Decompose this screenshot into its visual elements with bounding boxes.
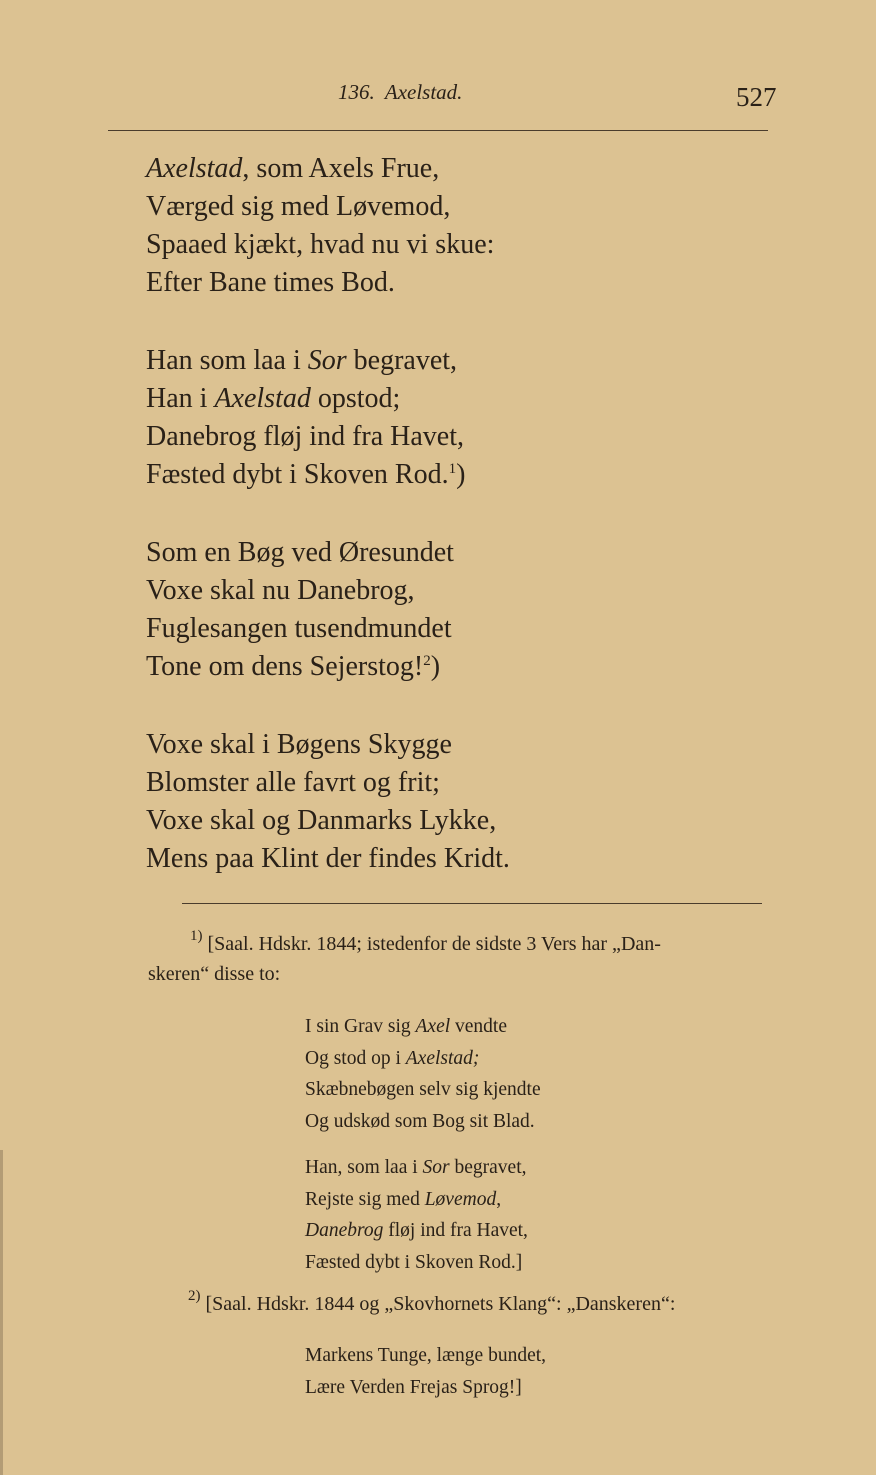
- verse-text: begravet,: [346, 345, 458, 376]
- verse-line: [146, 802, 510, 840]
- stanza: [146, 726, 510, 878]
- footnote-2-text: [Saal. Hdskr. 1844 og „Skovhornets Klang“: „Danskeren“:: [205, 1293, 676, 1315]
- verse-text: Sor: [307, 345, 347, 376]
- verse-line: [146, 418, 510, 456]
- verse-line: [146, 342, 510, 380]
- verse-text: opstod;: [310, 383, 401, 414]
- verse-text: I sin Grav sig: [305, 1016, 416, 1037]
- verse-text: Axelstad: [214, 383, 311, 414]
- verse-line: [146, 648, 510, 686]
- verse-line: [305, 1247, 541, 1279]
- verse-text: Axelstad;: [405, 1047, 480, 1069]
- verse-line: [146, 726, 510, 764]
- verse-line: [146, 226, 510, 264]
- verse-line: [146, 572, 510, 610]
- verse-line: [305, 1215, 541, 1247]
- verse-line: [305, 1152, 541, 1184]
- verse-text: Spaaed kjækt, hvad nu vi skue:: [146, 229, 495, 260]
- verse-text: Værged sig med Løvemod,: [146, 191, 451, 222]
- verse-line: [146, 188, 510, 226]
- verse-text: Blomster alle favrt og frit;: [146, 767, 440, 798]
- footnote-2-marker: 2): [188, 1288, 201, 1304]
- verse-text: Og udskød som Bog sit Blad.: [305, 1110, 535, 1132]
- stanza: [305, 1152, 541, 1278]
- verse-text: Som en Bøg ved Øresundet: [146, 537, 454, 568]
- verse-line: [146, 456, 510, 494]
- verse-line: [305, 1011, 541, 1043]
- verse-text: Han, som laa i: [305, 1157, 423, 1178]
- verse-text: Axel: [415, 1016, 451, 1037]
- header-rule: [108, 130, 768, 131]
- verse-text: Axelstad: [146, 153, 243, 184]
- verse-text: Tone om dens Sejerstog!: [146, 651, 424, 682]
- footnote-2-verse: [305, 1340, 546, 1418]
- stanza: [305, 1011, 541, 1137]
- verse-line: [146, 264, 510, 302]
- verse-text: Fæsted dybt i Skoven Rod.]: [305, 1251, 523, 1273]
- stanza: [146, 342, 510, 494]
- verse-text: , som Axels Frue,: [242, 153, 440, 184]
- verse-text: ,: [496, 1188, 502, 1210]
- verse-text: Løvemod: [424, 1188, 497, 1210]
- verse-line: [146, 380, 510, 418]
- verse-text: vendte: [450, 1016, 507, 1037]
- verse-text: Markens Tunge, længe bundet,: [305, 1345, 547, 1366]
- footnote-1-verse: [305, 1011, 541, 1293]
- verse-text: Han i: [146, 383, 215, 414]
- footnote-reference: 2: [423, 653, 431, 669]
- page-edge-shadow: [0, 1150, 3, 1475]
- stanza: [305, 1340, 546, 1403]
- verse-text: Lære Verden Frejas Sprog!]: [305, 1376, 522, 1398]
- verse-text: Fæsted dybt i Skoven Rod.: [146, 459, 449, 490]
- verse-line: [146, 764, 510, 802]
- footnote-1-line-1: [190, 929, 661, 959]
- verse-line: [305, 1106, 541, 1138]
- verse-line: [305, 1372, 546, 1404]
- verse-text: Han som laa i: [146, 345, 308, 376]
- verse-line: [146, 610, 510, 648]
- footnote-1-marker: 1): [190, 928, 203, 944]
- verse-text: Mens paa Klint der findes Kridt.: [146, 843, 510, 874]
- footnote-rule: [182, 903, 762, 904]
- verse-text: fløj ind fra Havet,: [383, 1220, 528, 1241]
- running-header-title: 136. Axelstad.: [338, 80, 463, 104]
- verse-line: [146, 534, 510, 572]
- verse-text: Rejste sig med: [305, 1188, 425, 1210]
- footnote-reference: 1: [448, 461, 457, 477]
- verse-text: Og stod op i: [305, 1047, 406, 1069]
- verse-line: [305, 1074, 541, 1106]
- verse-text: Voxe skal nu Danebrog,: [146, 575, 415, 606]
- verse-text: begravet,: [449, 1157, 527, 1178]
- verse-line: [305, 1043, 541, 1075]
- verse-text: Efter Bane times Bod.: [146, 267, 395, 298]
- verse-text: Fuglesangen tusendmundet: [146, 613, 452, 644]
- footnote-1-text: [Saal. Hdskr. 1844; istedenfor de sidste 3 Vers har „Dan-: [207, 933, 661, 955]
- verse-text: Danebrog: [305, 1220, 384, 1241]
- stanza: [146, 150, 510, 302]
- verse-line: [146, 840, 510, 878]
- verse-line: [305, 1340, 546, 1372]
- verse-text: ): [430, 651, 441, 682]
- verse-line: [146, 150, 510, 188]
- footnote-2-line-1: [188, 1289, 675, 1319]
- verse-text: Danebrog fløj ind fra Havet,: [146, 421, 464, 452]
- verse-line: [305, 1184, 541, 1216]
- stanza: [146, 534, 510, 686]
- verse-text: ): [456, 459, 466, 490]
- verse-text: Skæbnebøgen selv sig kjendte: [305, 1079, 541, 1100]
- verse-text: Voxe skal i Bøgens Skygge: [146, 729, 452, 760]
- verse-text: Voxe skal og Danmarks Lykke,: [146, 805, 497, 836]
- footnote-1-line-2: skeren“ disse to:: [148, 963, 281, 985]
- page-number: 527: [736, 82, 777, 112]
- poem-body: [146, 150, 510, 918]
- verse-text: Sor: [422, 1157, 450, 1178]
